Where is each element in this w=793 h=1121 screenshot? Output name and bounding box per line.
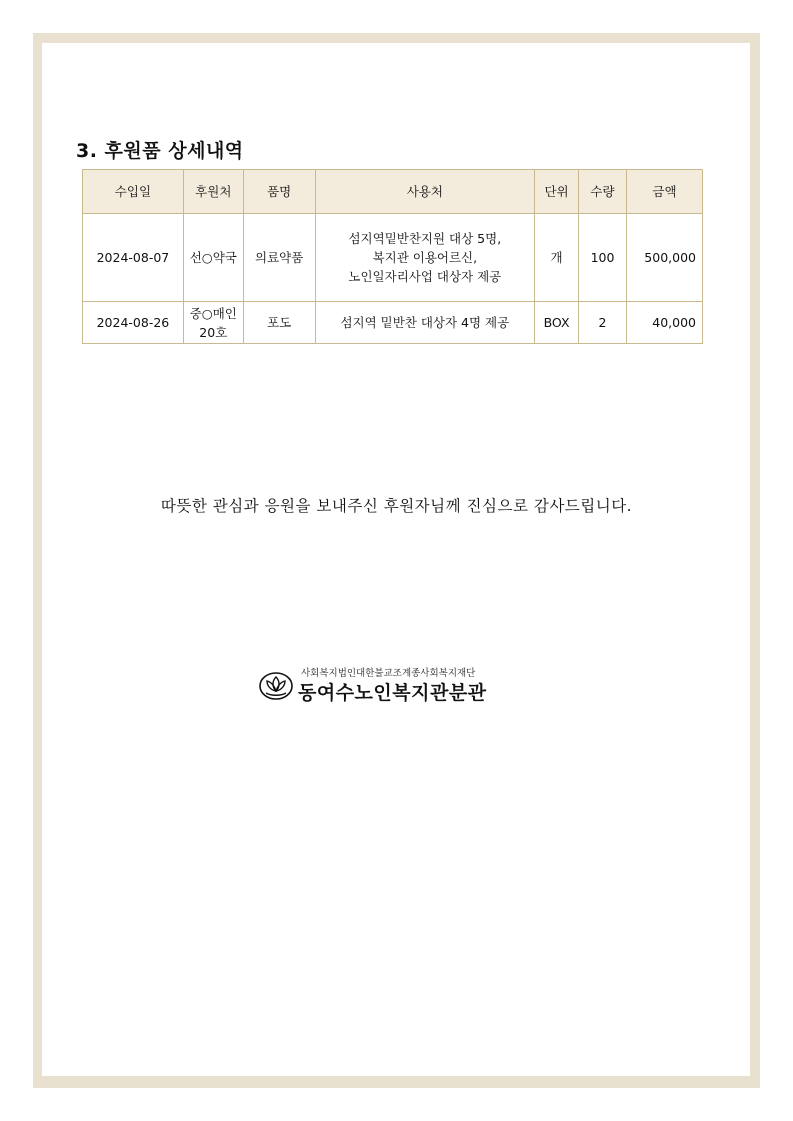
cell-usage xyxy=(315,302,534,344)
logo-name: 동여수노인복지관분관 xyxy=(298,682,487,704)
cell-qty: 100 xyxy=(579,214,627,302)
cell-date: 2024-08-07 xyxy=(83,214,184,302)
cell-usage xyxy=(315,214,534,302)
cell-unit: 개 xyxy=(535,214,579,302)
col-header-date: 수입일 xyxy=(83,170,184,214)
lotus-emblem-icon xyxy=(258,669,294,701)
logo-subtitle: 사회복지법인대한불교조계종사회복지재단 xyxy=(301,668,476,679)
col-header-usage: 사용처 xyxy=(315,170,534,214)
cell-amount: 500,000 xyxy=(626,214,702,302)
cell-amount: 40,000 xyxy=(626,302,702,344)
organization-logo xyxy=(258,665,518,705)
col-header-unit: 단위 xyxy=(535,170,579,214)
cell-item: 포도 xyxy=(243,302,315,344)
cell-donor: 중○매인20호 xyxy=(183,302,243,344)
table-row xyxy=(83,214,703,302)
cell-date: 2024-08-26 xyxy=(83,302,184,344)
cell-unit: BOX xyxy=(535,302,579,344)
cell-donor: 선○약국 xyxy=(183,214,243,302)
col-header-donor: 후원처 xyxy=(183,170,243,214)
usage-line: 복지관 이용어르신, xyxy=(372,250,478,265)
usage-line: 섬지역 밑반찬 대상자 4명 제공 xyxy=(340,315,510,330)
donation-detail-table xyxy=(82,169,703,344)
section-title: 3. 후원품 상세내역 xyxy=(76,140,244,162)
table-header-row xyxy=(83,170,703,214)
usage-line: 섬지역밑반찬지원 대상 5명, xyxy=(348,231,502,246)
cell-qty: 2 xyxy=(579,302,627,344)
table-row xyxy=(83,302,703,344)
usage-line: 노인일자리사업 대상자 제공 xyxy=(348,269,502,284)
col-header-qty: 수량 xyxy=(579,170,627,214)
col-header-amount: 금액 xyxy=(626,170,702,214)
cell-item: 의료약품 xyxy=(243,214,315,302)
thanks-message: 따뜻한 관심과 응원을 보내주신 후원자님께 진심으로 감사드립니다. xyxy=(160,497,633,515)
col-header-item: 품명 xyxy=(243,170,315,214)
